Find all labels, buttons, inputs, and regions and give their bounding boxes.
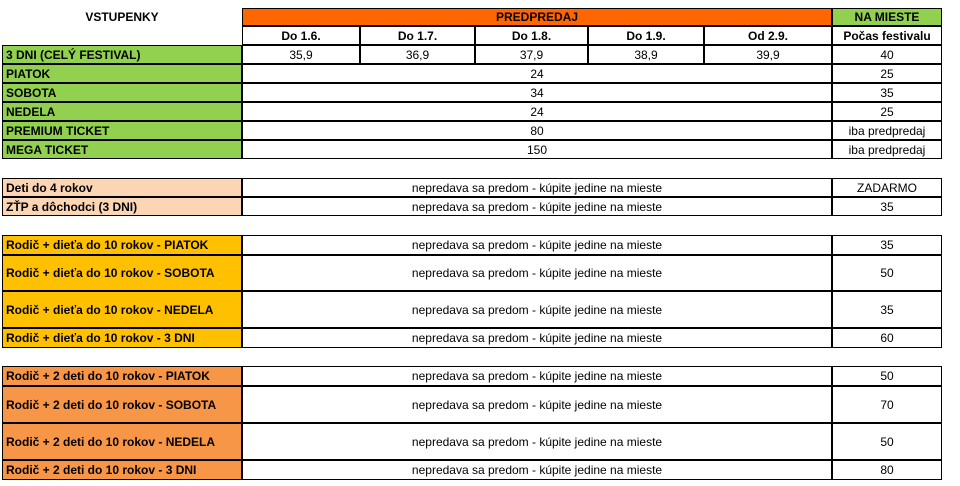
onsite-price: 80 (832, 460, 942, 480)
presale-note: nepredava sa predom - kúpite jedine na mieste (242, 197, 832, 216)
onsite-price: 50 (832, 255, 942, 291)
presale-note: nepredava sa predom - kúpite jedine na mieste (242, 366, 832, 386)
ticket-name: 3 DNI (CELÝ FESTIVAL) (2, 45, 242, 64)
onsite-header: NA MIESTE (832, 8, 942, 26)
onsite-price: iba predpredaj (832, 140, 942, 159)
date-header-3: Do 1.8. (475, 26, 588, 45)
ticket-name: Rodič + 2 deti do 10 rokov - SOBOTA (2, 386, 242, 423)
onsite-price: 25 (832, 102, 942, 121)
onsite-price: 25 (832, 64, 942, 83)
ticket-name: Rodič + dieťa do 10 rokov - NEDELA (2, 291, 242, 328)
presale-price: 35,9 (242, 45, 360, 64)
ticket-name: ZŤP a dôchodci (3 DNI) (2, 197, 242, 216)
onsite-subheader: Počas festivalu (832, 26, 942, 45)
ticket-name: NEDELA (2, 102, 242, 121)
onsite-price: 40 (832, 45, 942, 64)
presale-price: 37,9 (475, 45, 588, 64)
presale-note: nepredava sa predom - kúpite jedine na mieste (242, 460, 832, 480)
presale-price: 38,9 (588, 45, 704, 64)
onsite-price: 50 (832, 366, 942, 386)
ticket-name: Rodič + 2 deti do 10 rokov - NEDELA (2, 423, 242, 460)
presale-note: nepredava sa predom - kúpite jedine na mieste (242, 328, 832, 348)
presale-note: nepredava sa predom - kúpite jedine na mieste (242, 178, 832, 197)
presale-note: nepredava sa predom - kúpite jedine na mieste (242, 423, 832, 460)
presale-header: PREDPREDAJ (242, 8, 832, 26)
ticket-name: Deti do 4 rokov (2, 178, 242, 197)
date-header-2: Do 1.7. (360, 26, 475, 45)
ticket-name: PREMIUM TICKET (2, 121, 242, 140)
ticket-name: Rodič + dieťa do 10 rokov - PIATOK (2, 235, 242, 255)
onsite-price: 70 (832, 386, 942, 423)
onsite-price: 35 (832, 291, 942, 328)
ticket-name: Rodič + dieťa do 10 rokov - SOBOTA (2, 255, 242, 291)
presale-price: 36,9 (360, 45, 475, 64)
onsite-price: 50 (832, 423, 942, 460)
date-header-5: Od 2.9. (704, 26, 832, 45)
ticket-name: PIATOK (2, 64, 242, 83)
tickets-header: VSTUPENKY (85, 10, 159, 24)
onsite-price: iba predpredaj (832, 121, 942, 140)
presale-note: nepredava sa predom - kúpite jedine na mieste (242, 255, 832, 291)
presale-note: nepredava sa predom - kúpite jedine na mieste (242, 386, 832, 423)
onsite-price: ZADARMO (832, 178, 942, 197)
date-header-1: Do 1.6. (242, 26, 360, 45)
ticket-name: Rodič + 2 deti do 10 rokov - 3 DNI (2, 460, 242, 480)
date-header-4: Do 1.9. (588, 26, 704, 45)
ticket-name: MEGA TICKET (2, 140, 242, 159)
presale-price: 24 (242, 102, 832, 121)
presale-note: nepredava sa predom - kúpite jedine na mieste (242, 291, 832, 328)
presale-price: 39,9 (704, 45, 832, 64)
presale-note: nepredava sa predom - kúpite jedine na mieste (242, 235, 832, 255)
presale-price: 34 (242, 83, 832, 102)
onsite-price: 35 (832, 235, 942, 255)
onsite-price: 60 (832, 328, 942, 348)
presale-price: 150 (242, 140, 832, 159)
ticket-name: Rodič + dieťa do 10 rokov - 3 DNI (2, 328, 242, 348)
ticket-name: Rodič + 2 deti do 10 rokov - PIATOK (2, 366, 242, 386)
presale-price: 80 (242, 121, 832, 140)
presale-price: 24 (242, 64, 832, 83)
onsite-price: 35 (832, 83, 942, 102)
ticket-name: SOBOTA (2, 83, 242, 102)
onsite-price: 35 (832, 197, 942, 216)
